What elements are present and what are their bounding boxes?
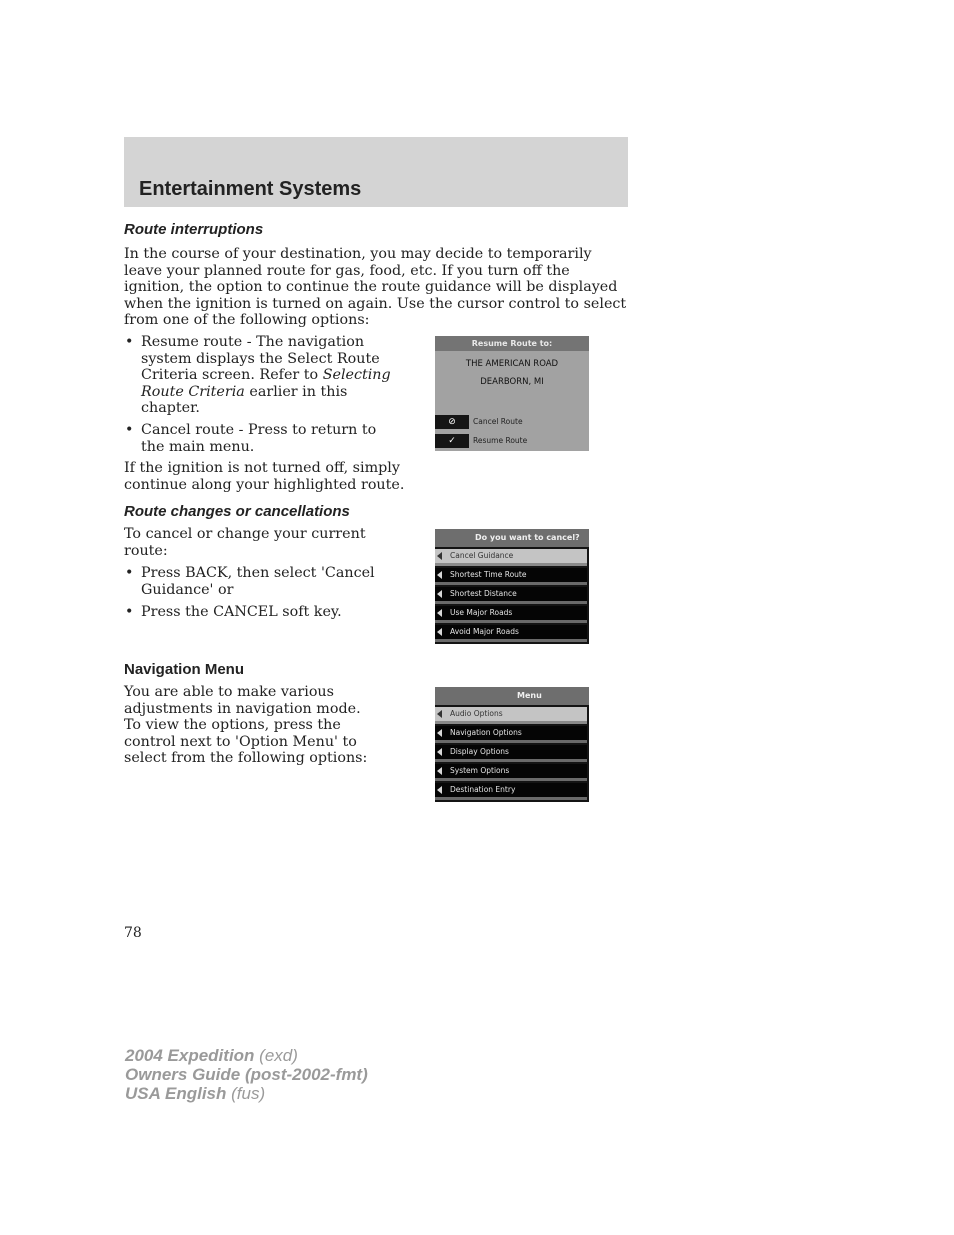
left-arrow-icon — [437, 786, 442, 794]
address-line-1: THE AMERICAN ROAD — [465, 359, 559, 369]
menu-item-label: Shortest Distance — [450, 589, 517, 598]
footer-line-3 — [125, 1084, 265, 1104]
left-arrow-icon — [437, 552, 442, 560]
resume-route-text: Resume route - The navigation system displays the Select Route Criteria screen. Refer to — [141, 334, 380, 383]
menu-screen-title: Menu — [435, 687, 589, 705]
resume-screen-title: Resume Route to: — [435, 336, 589, 351]
footer-line-1 — [125, 1046, 298, 1066]
footer-model-code: (exd) — [254, 1046, 298, 1065]
menu-item-system-options[interactable] — [435, 764, 587, 781]
page-number: 78 — [124, 925, 142, 941]
menu-item-label: System Options — [450, 766, 510, 775]
cancel-screen-title: Do you want to cancel? — [435, 529, 589, 547]
cancel-route-screen — [435, 529, 589, 644]
menu-item-label: Use Major Roads — [450, 608, 513, 617]
menu-item-label: Destination Entry — [450, 785, 516, 794]
left-arrow-icon — [437, 748, 442, 756]
section-title: Entertainment Systems — [139, 178, 362, 200]
footer-model: 2004 Expedition — [125, 1046, 255, 1065]
left-arrow-icon — [437, 609, 442, 617]
menu-item-display-options[interactable] — [435, 745, 587, 762]
section-header-band — [124, 137, 628, 207]
route-changes-heading: Route changes or cancellations — [124, 503, 350, 520]
footer-language-code: (fus) — [226, 1084, 266, 1103]
menu-item-audio-options[interactable] — [435, 707, 587, 724]
menu-item-shortest-distance[interactable] — [435, 587, 587, 604]
menu-item-label: Shortest Time Route — [450, 570, 527, 579]
menu-item-label: Navigation Options — [450, 728, 522, 737]
route-interruptions-intro: In the course of your destination, you may decide to temporarily leave your planned route for gas, food, etc. If you turn off the ignition, the option to continue the route guidance will be displayed when the ignition is turned on again. Use the cursor control to select from one of the following options: — [124, 246, 627, 328]
navigation-menu-intro: You are able to make various adjustments in navigation mode. To view the options, press the control next to 'Option Menu' to select from the following options: — [124, 684, 368, 766]
option-menu-screen — [435, 687, 589, 802]
menu-item-navigation-options[interactable] — [435, 726, 587, 743]
menu-item-destination-entry[interactable] — [435, 783, 587, 800]
route-interruptions-outro: If the ignition is not turned off, simply continue along your highlighted route. — [124, 460, 405, 493]
navigation-menu-heading: Navigation Menu — [124, 661, 245, 678]
menu-item-shortest-time[interactable] — [435, 568, 587, 585]
left-arrow-icon — [437, 590, 442, 598]
resume-route-label: Resume Route — [473, 436, 528, 445]
menu-item-label: Avoid Major Roads — [450, 627, 519, 636]
left-arrow-icon — [437, 628, 442, 636]
menu-item-label: Display Options — [450, 747, 509, 756]
resume-route-text-end: earlier in this chapter. — [141, 383, 348, 416]
resume-route-bullet — [124, 334, 391, 417]
footer-guide: Owners Guide (post-2002-fmt) — [125, 1065, 368, 1084]
checkmark-icon: ✓ — [435, 434, 469, 448]
menu-item-label: Cancel Guidance — [450, 551, 514, 560]
resume-route-option[interactable] — [435, 434, 589, 448]
cancel-circle-icon: ⊘ — [435, 415, 469, 429]
cancel-route-option[interactable] — [435, 415, 589, 429]
resume-route-screen — [435, 336, 589, 451]
menu-item-cancel-guidance[interactable] — [435, 549, 587, 566]
selecting-route-criteria-ref: Selecting Route Criteria — [141, 367, 391, 400]
cancel-route-label: Cancel Route — [473, 417, 523, 426]
left-arrow-icon — [437, 729, 442, 737]
menu-item-use-major-roads[interactable] — [435, 606, 587, 623]
cancel-route-bullet: • Cancel route - Press to return to the main menu. — [124, 422, 391, 455]
left-arrow-icon — [437, 710, 442, 718]
press-back-bullet: • Press BACK, then select 'Cancel Guidance' or — [124, 565, 391, 598]
menu-item-avoid-major-roads[interactable] — [435, 625, 587, 642]
cancel-soft-key-bullet: • Press the CANCEL soft key. — [124, 604, 391, 621]
route-interruptions-heading: Route interruptions — [124, 221, 264, 238]
route-changes-intro: To cancel or change your current route: — [124, 526, 366, 559]
footer-line-2 — [125, 1065, 368, 1085]
left-arrow-icon — [437, 571, 442, 579]
address-line-2: DEARBORN, MI — [480, 377, 544, 387]
footer-language: USA English — [125, 1084, 227, 1103]
left-arrow-icon — [437, 767, 442, 775]
menu-item-label: Audio Options — [450, 709, 503, 718]
